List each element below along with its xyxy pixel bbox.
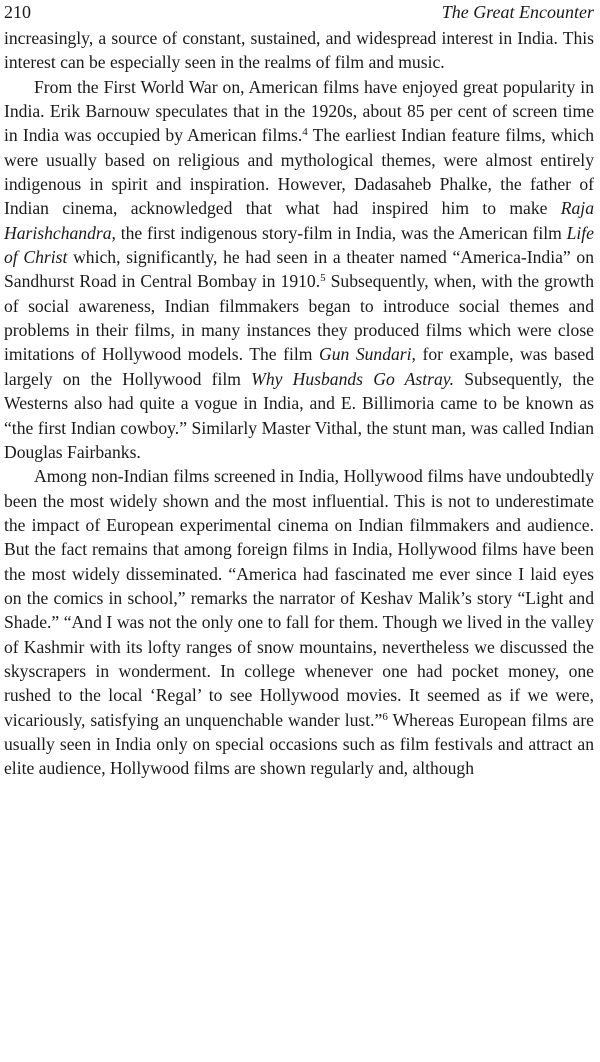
page-number: 210 [4, 2, 31, 22]
text-run: for example, was based largely on the Hollywood film [4, 344, 594, 389]
text-run: The earliest Indian feature films, which were usually based on religious and mythological themes, were almost entirely indigenous in spirit and inspiration. However, Dadasaheb Phalke, the father of Indian cinema, acknowledged that what had inspired him to make [4, 125, 595, 219]
text-run: the first indigenous story-film in India, was the American film [115, 222, 567, 243]
italic-title: Life of Christ [4, 222, 594, 268]
text-run: From the First World War on, American films have enjoyed great popularity in India. Erik Barnouw speculates that in the 1920s, about 85 per cent of screen time in India was occupied by American films. [4, 76, 594, 146]
body-text [4, 26, 594, 781]
italic-title: Raja Harishchandra, [4, 198, 594, 243]
text-run: increasingly, a source of constant, sustained, and widespread interest in India. This interest can be especially seen in the realms of film and music. [4, 28, 594, 73]
paragraph [4, 75, 594, 465]
italic-title: Why Husbands Go Astray. [251, 368, 455, 389]
paragraph [4, 464, 594, 780]
paragraph [4, 26, 594, 75]
running-head [4, 0, 594, 26]
text-run: Subsequently, the Westerns also had quite a vogue in India, and E. Billimoria came to be known as “the first Indian cowboy.” Similarly Master Vithal, the stunt man, was called Indian Douglas Fairbanks. [4, 368, 594, 462]
text-run: Whereas European films are usually seen in India only on special occasions such as film festivals and attract an elite audience, Hollywood films are shown regularly and, although [4, 709, 594, 779]
running-title: The Great Encounter [441, 2, 594, 22]
footnote-ref: 5 [320, 272, 326, 285]
text-run: Subsequently, when, with the growth of social awareness, Indian filmmakers began to introduce social themes and problems in their films, in many instances they produced films which were close imitations of Hollywood models. The film [4, 271, 594, 365]
text-run: Among non-Indian films screened in India, Hollywood films have undoubtedly been the most widely shown and the most influential. This is not to underestimate the impact of European experimental cinema on Indian filmmakers and audience. But the fact remains that among foreign films in India, Hollywood films have been the most widely disseminated. “America had fascinated me ever since I laid eyes on the comics in school,” remarks the narrator of Keshav Malik’s story “Light and Shade.” “And I was not the only one to fall for them. Though we lived in the valley of Kashmir with its lofty ranges of snow mountains, nevertheless we discussed the skyscrapers in wonderment. In college whenever one had pocket money, one rushed to the local ‘Regal’ to see Hollywood movies. It seemed as if we were, vicariously, satisfying an unquenchable wander lust.” [4, 466, 594, 730]
book-page [4, 0, 594, 781]
italic-title: Gun Sundari, [318, 344, 416, 365]
footnote-ref: 4 [302, 126, 308, 139]
text-run: which, significantly, he had seen in a theater named “America-India” on Sandhurst Road in Central Bombay in 1910. [4, 247, 594, 292]
footnote-ref: 6 [382, 710, 388, 723]
